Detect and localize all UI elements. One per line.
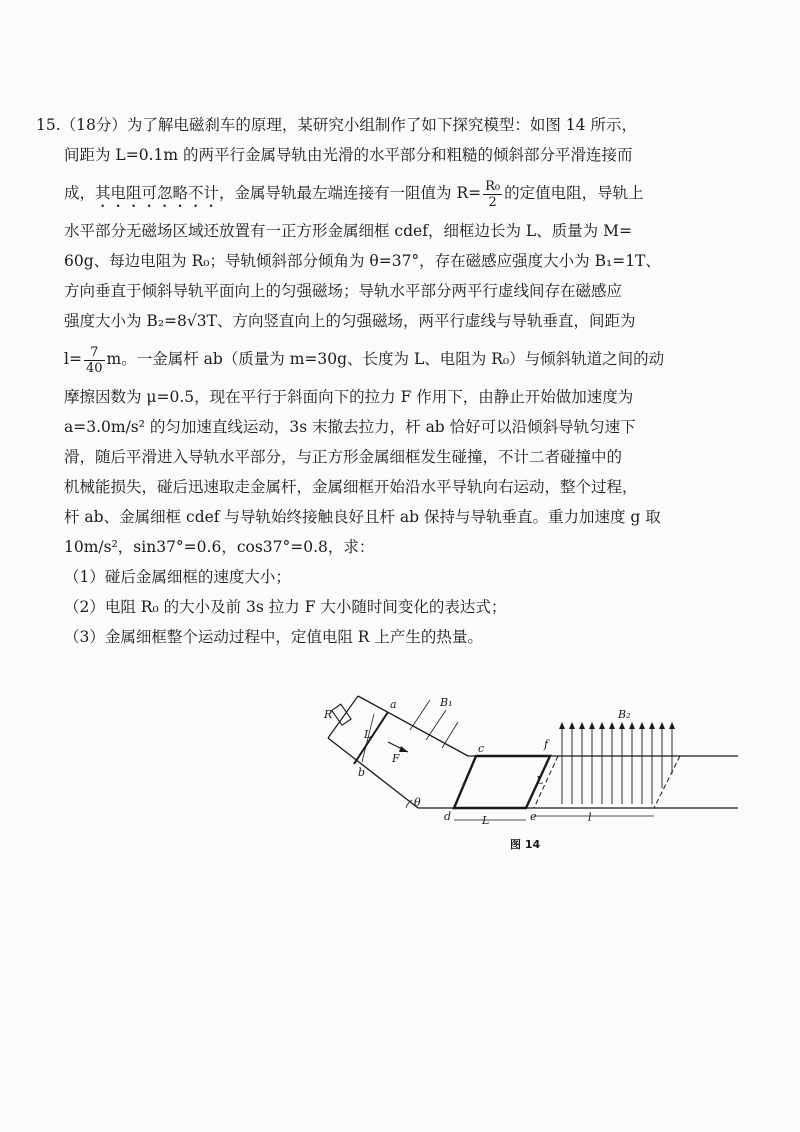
label-l-dim: l: [588, 811, 592, 824]
label-F: F: [392, 752, 400, 765]
label-L-dim: L: [482, 814, 490, 827]
field-boundary-right: [654, 756, 680, 808]
fraction-7-over-40: [84, 345, 105, 376]
problem-line-12: 机械能损失，碰后迅速取走金属杆，金属细框开始沿水平导轨向右运动，整个过程，: [64, 478, 638, 496]
label-R: R: [324, 708, 333, 721]
fraction-denominator: 40: [85, 360, 103, 376]
label-c: c: [478, 742, 485, 755]
problem-line-7: 强度大小为 B₂=8√3T、方向竖直向上的匀强磁场，两平行虚线与导轨垂直，间距为: [64, 312, 636, 330]
fraction-numerator: R₀: [485, 178, 501, 194]
label-L-frame: L: [536, 774, 544, 787]
figure-caption: 图 14: [510, 838, 541, 851]
line8-prefix: l=: [64, 350, 82, 368]
line3-mid: ，金属导轨最左端连接有一阻值为 R=: [219, 184, 482, 202]
problem-line-1: 15.（18分）为了解电磁刹车的原理，某研究小组制作了如下探究模型：如图 14 所示，: [36, 116, 637, 134]
line3-suffix: 的定值电阻，导轨上: [504, 184, 644, 202]
resistor-wire: [328, 696, 358, 738]
B1-arrow-3: [442, 722, 458, 748]
fraction-R0-over-2: [483, 179, 502, 210]
question-1: （1）碰后金属细框的速度大小；: [64, 568, 291, 586]
label-L-rod: L: [364, 728, 372, 741]
problem-line-14: 10m/s²，sin37°=0.6，cos37°=0.8，求：: [64, 538, 375, 556]
incline-rail-bottom: [328, 738, 418, 808]
problem-line-6: 方向垂直于倾斜导轨平面向上的匀强磁场；导轨水平部分两平行虚线间存在磁感应: [64, 282, 623, 300]
problem-15: [36, 110, 766, 652]
B2-arrowheads: [559, 722, 675, 729]
problem-line-3: [64, 170, 766, 216]
problem-line-13: 杆 ab、金属细框 cdef 与导轨始终接触良好且杆 ab 保持与导轨垂直。重力加速度 g 取: [64, 508, 661, 526]
problem-line-9: 摩擦因数为 μ=0.5，现在平行于斜面向下的拉力 F 作用下，由静止开始做加速度为: [64, 388, 634, 406]
B2-field-arrows: [562, 726, 672, 804]
problem-line-5: 60g、每边电阻为 R₀；导轨倾斜部分倾角为 θ=37°，存在磁感应强度大小为 B₁=1T、: [64, 252, 661, 270]
problem-line-2: 间距为 L=0.1m 的两平行金属导轨由光滑的水平部分和粗糙的倾斜部分平滑连接而: [64, 146, 633, 164]
label-a: a: [390, 698, 397, 711]
label-theta: θ: [414, 796, 421, 809]
B1-arrow-1: [410, 700, 430, 730]
problem-line-10: a=3.0m/s² 的匀加速直线运动，3s 末撤去拉力，杆 ab 恰好可以沿倾斜导轨匀速下: [64, 418, 636, 436]
resistor-R: [332, 704, 351, 725]
line3-emphasis: 其电阻可忽略不计: [95, 184, 220, 202]
problem-line-8: [64, 336, 766, 382]
problem-line-4: 水平部分无磁场区域还放置有一正方形金属细框 cdef，细框边长为 L、质量为 M=: [64, 222, 632, 240]
fraction-denominator: 2: [488, 194, 497, 210]
label-d: d: [444, 810, 452, 823]
label-B1: B₁: [440, 696, 453, 709]
figure-14-diagram: [318, 688, 738, 848]
line8-suffix: m。一金属杆 ab（质量为 m=30g、长度为 L、电阻为 R₀）与倾斜轨道之间的动: [106, 350, 665, 368]
label-B2: B₂: [618, 708, 631, 721]
force-arrowhead: [399, 746, 408, 752]
fraction-numerator: 7: [84, 345, 105, 361]
question-2: （2）电阻 R₀ 的大小及前 3s 拉力 F 大小随时间变化的表达式；: [64, 598, 507, 616]
label-f: f: [544, 738, 549, 751]
B1-arrow-2: [426, 710, 446, 740]
line3-prefix: 成，: [64, 184, 96, 202]
question-3: （3）金属细框整个运动过程中，定值电阻 R 上产生的热量。: [64, 628, 483, 646]
label-e: e: [530, 810, 537, 823]
label-b: b: [358, 766, 366, 779]
problem-line-11: 滑，随后平滑进入导轨水平部分，与正方形金属细框发生碰撞，不计二者碰撞中的: [64, 448, 623, 466]
